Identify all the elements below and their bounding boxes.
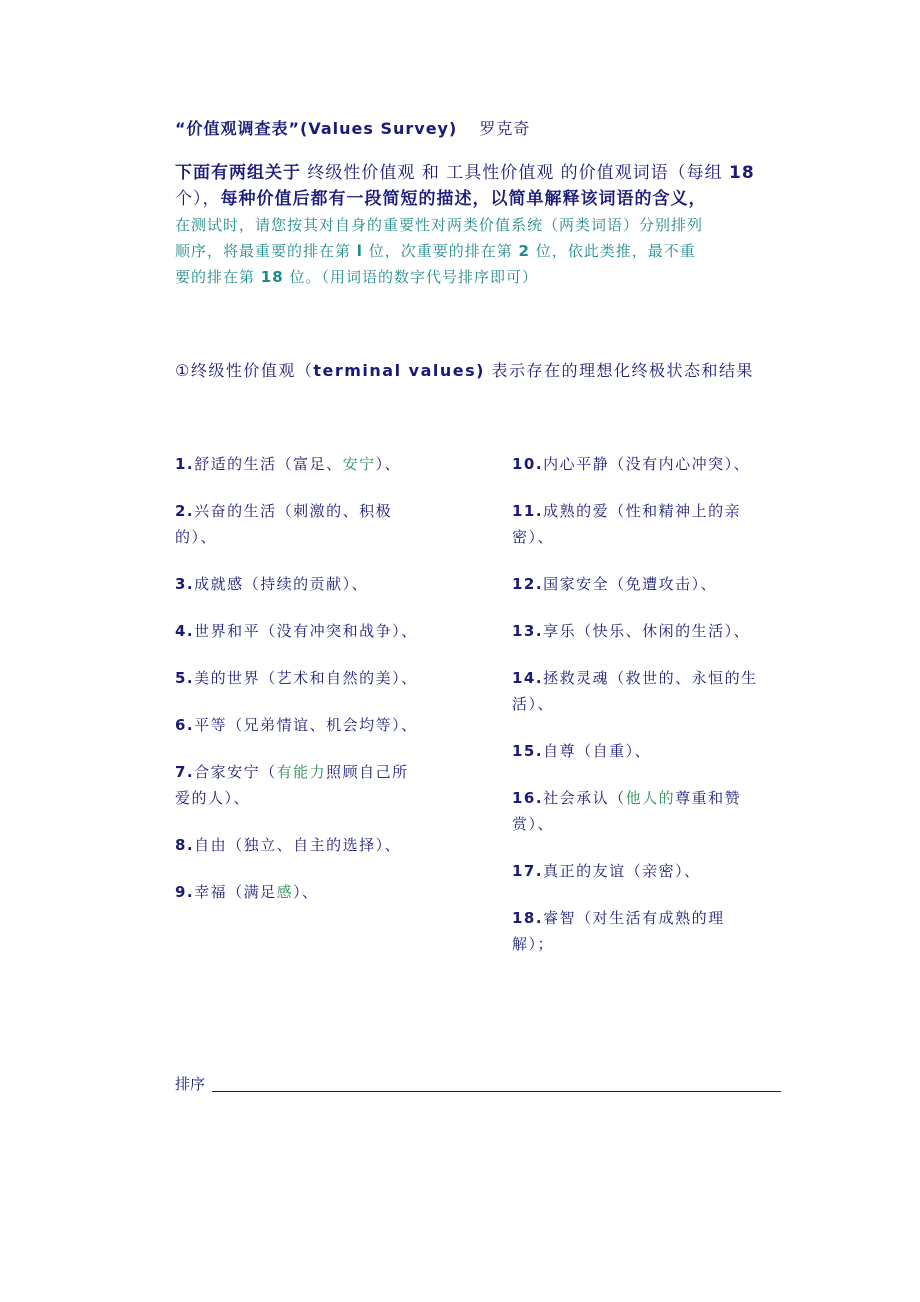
- value-item-number: 14.: [512, 669, 544, 687]
- value-item-line: [512, 498, 812, 524]
- intro-term-terminal: 终级性价值观: [307, 163, 416, 183]
- value-item-line: [512, 905, 812, 931]
- value-item-line: [175, 712, 475, 738]
- value-item-text: 睿智（对生活有成熟的理: [543, 909, 725, 927]
- value-item: [512, 785, 812, 837]
- section-heading: [175, 358, 754, 381]
- value-item-line: [512, 618, 812, 644]
- value-item: [512, 738, 812, 764]
- value-item-line: [175, 571, 475, 597]
- value-item-text: 美的世界（艺术和自然的美）、: [194, 669, 418, 687]
- value-item: [175, 759, 475, 811]
- value-item-text: 感: [276, 883, 294, 901]
- value-item-text: 社会承认（: [543, 789, 626, 807]
- intro-count: 18: [729, 163, 755, 183]
- value-item: [175, 879, 475, 905]
- value-item: [512, 665, 812, 717]
- value-item-text: 平等（兄弟情谊、机会均等）、: [194, 716, 418, 734]
- value-item: [512, 451, 812, 477]
- value-item-text: 爱的人）、: [175, 789, 251, 807]
- value-item-text: 解）；: [512, 935, 555, 953]
- value-item: [175, 618, 475, 644]
- section-heading-part: ①终级性价值观（: [175, 361, 314, 380]
- value-item-text: 真正的友谊（亲密）、: [543, 862, 701, 880]
- value-item-line: [175, 665, 475, 691]
- value-item: [512, 571, 812, 597]
- value-item-number: 17.: [512, 862, 544, 880]
- value-item-line: [175, 759, 475, 785]
- value-item-number: 9.: [175, 883, 195, 901]
- intro-text: 位，依此类推，最不重: [535, 242, 696, 260]
- value-item: [512, 618, 812, 644]
- value-item-number: 4.: [175, 622, 195, 640]
- value-item-text: 尊重和赞: [675, 789, 742, 807]
- value-item-line: [175, 524, 475, 550]
- value-item-text: 享乐（快乐、休闲的生活）、: [543, 622, 751, 640]
- value-item: [175, 712, 475, 738]
- value-item-text: 拯救灵魂（救世的、永恒的生: [543, 669, 758, 687]
- value-item-text: 有能力: [276, 763, 327, 781]
- value-item-text: 活）、: [512, 695, 555, 713]
- intro-text: 和: [421, 163, 440, 183]
- value-item-number: 11.: [512, 502, 544, 520]
- value-item-text: 兴奋的生活（刺激的、积极: [194, 502, 393, 520]
- intro-line-1: [175, 160, 815, 186]
- value-item-number: 8.: [175, 836, 195, 854]
- intro-text: 顺序，将最重要的排在第: [175, 242, 352, 260]
- value-item-text: 安宁: [342, 455, 376, 473]
- value-item-text: 幸福（满足: [194, 883, 277, 901]
- intro-text: 下面有两组关于: [175, 163, 301, 183]
- value-item-text: 舒适的生活（富足、: [194, 455, 343, 473]
- document-title: [175, 116, 530, 139]
- value-item-number: 7.: [175, 763, 195, 781]
- intro-line-3: 在测试时，请您按其对自身的重要性对两类价值系统（两类词语）分别排列: [175, 216, 704, 234]
- value-item: [175, 498, 475, 550]
- value-item-line: [512, 738, 812, 764]
- value-item-text: 合家安宁（: [194, 763, 277, 781]
- intro-line-5: [175, 264, 815, 290]
- sort-answer-line[interactable]: [212, 1091, 781, 1092]
- section-heading-part: 表示存在的理想化终极状态和结果: [491, 361, 755, 380]
- value-item-line: [512, 931, 812, 957]
- intro-line-4: [175, 238, 815, 264]
- value-item-text: 成熟的爱（性和精神上的亲: [543, 502, 742, 520]
- value-item-text: ）、: [375, 455, 402, 473]
- value-item-line: [175, 451, 475, 477]
- value-item-text: 赏）、: [512, 815, 555, 833]
- value-item-line: [512, 858, 812, 884]
- value-item-text: ）、: [293, 883, 319, 901]
- value-item-line: [512, 811, 812, 837]
- value-item-text: 国家安全（免遭攻击）、: [543, 575, 718, 593]
- title-author: 罗克奇: [479, 119, 531, 138]
- value-item-line: [512, 665, 812, 691]
- value-item-number: 12.: [512, 575, 544, 593]
- value-item: [512, 858, 812, 884]
- value-item-line: [512, 524, 812, 550]
- intro-line-2: [175, 186, 815, 212]
- value-item-text: 自由（独立、自主的选择）、: [194, 836, 402, 854]
- value-item-number: 16.: [512, 789, 544, 807]
- value-item-number: 3.: [175, 575, 195, 593]
- value-item-text: 自尊（自重）、: [543, 742, 652, 760]
- value-item-line: [175, 498, 475, 524]
- value-item-text: 世界和平（没有冲突和战争）、: [194, 622, 418, 640]
- sort-label: 排序: [175, 1075, 206, 1093]
- value-item: [175, 451, 475, 477]
- intro-paragraph: [175, 160, 815, 290]
- value-item-number: 1.: [175, 455, 195, 473]
- intro-num: 2: [518, 242, 530, 260]
- value-item-line: [175, 832, 475, 858]
- intro-num: 18: [260, 268, 284, 286]
- value-item-text: 他人的: [625, 789, 676, 807]
- intro-text: 位，次重要的排在第: [368, 242, 513, 260]
- value-item-line: [512, 451, 812, 477]
- value-item-number: 6.: [175, 716, 195, 734]
- value-item-line: [512, 571, 812, 597]
- section-heading-en: terminal values): [313, 361, 485, 380]
- value-item-line: [175, 785, 475, 811]
- value-item: [175, 571, 475, 597]
- intro-term-instrumental: 工具性价值观: [446, 163, 555, 183]
- value-item-line: [512, 785, 812, 811]
- value-item-text: 密）、: [512, 528, 555, 546]
- value-item-number: 5.: [175, 669, 195, 687]
- value-item-number: 10.: [512, 455, 544, 473]
- value-item-text: 照顾自己所: [326, 763, 409, 781]
- intro-num: l: [356, 242, 363, 260]
- value-item: [175, 832, 475, 858]
- intro-text: 要的排在第: [175, 268, 256, 286]
- value-item-line: [175, 879, 475, 905]
- intro-text: 个），: [175, 189, 221, 209]
- value-item: [512, 498, 812, 550]
- value-item-text: 成就感（持续的贡献）、: [194, 575, 369, 593]
- value-item: [175, 665, 475, 691]
- value-item-text: 的）、: [175, 528, 218, 546]
- value-item-text: 内心平静（没有内心冲突）、: [543, 455, 751, 473]
- value-item-number: 13.: [512, 622, 544, 640]
- title-main: “价值观调查表”(Values Survey): [175, 119, 458, 138]
- value-item-line: [175, 618, 475, 644]
- intro-text: 每种价值后都有一段简短的描述，以简单解释该词语的含义，: [220, 189, 707, 209]
- value-item-number: 2.: [175, 502, 195, 520]
- value-item-line: [512, 691, 812, 717]
- value-item-number: 15.: [512, 742, 544, 760]
- intro-text: 位。（用词语的数字代号排序即可）: [289, 268, 538, 286]
- intro-text: 的价值观词语（每组: [560, 163, 723, 183]
- value-item-number: 18.: [512, 909, 544, 927]
- value-item: [512, 905, 812, 957]
